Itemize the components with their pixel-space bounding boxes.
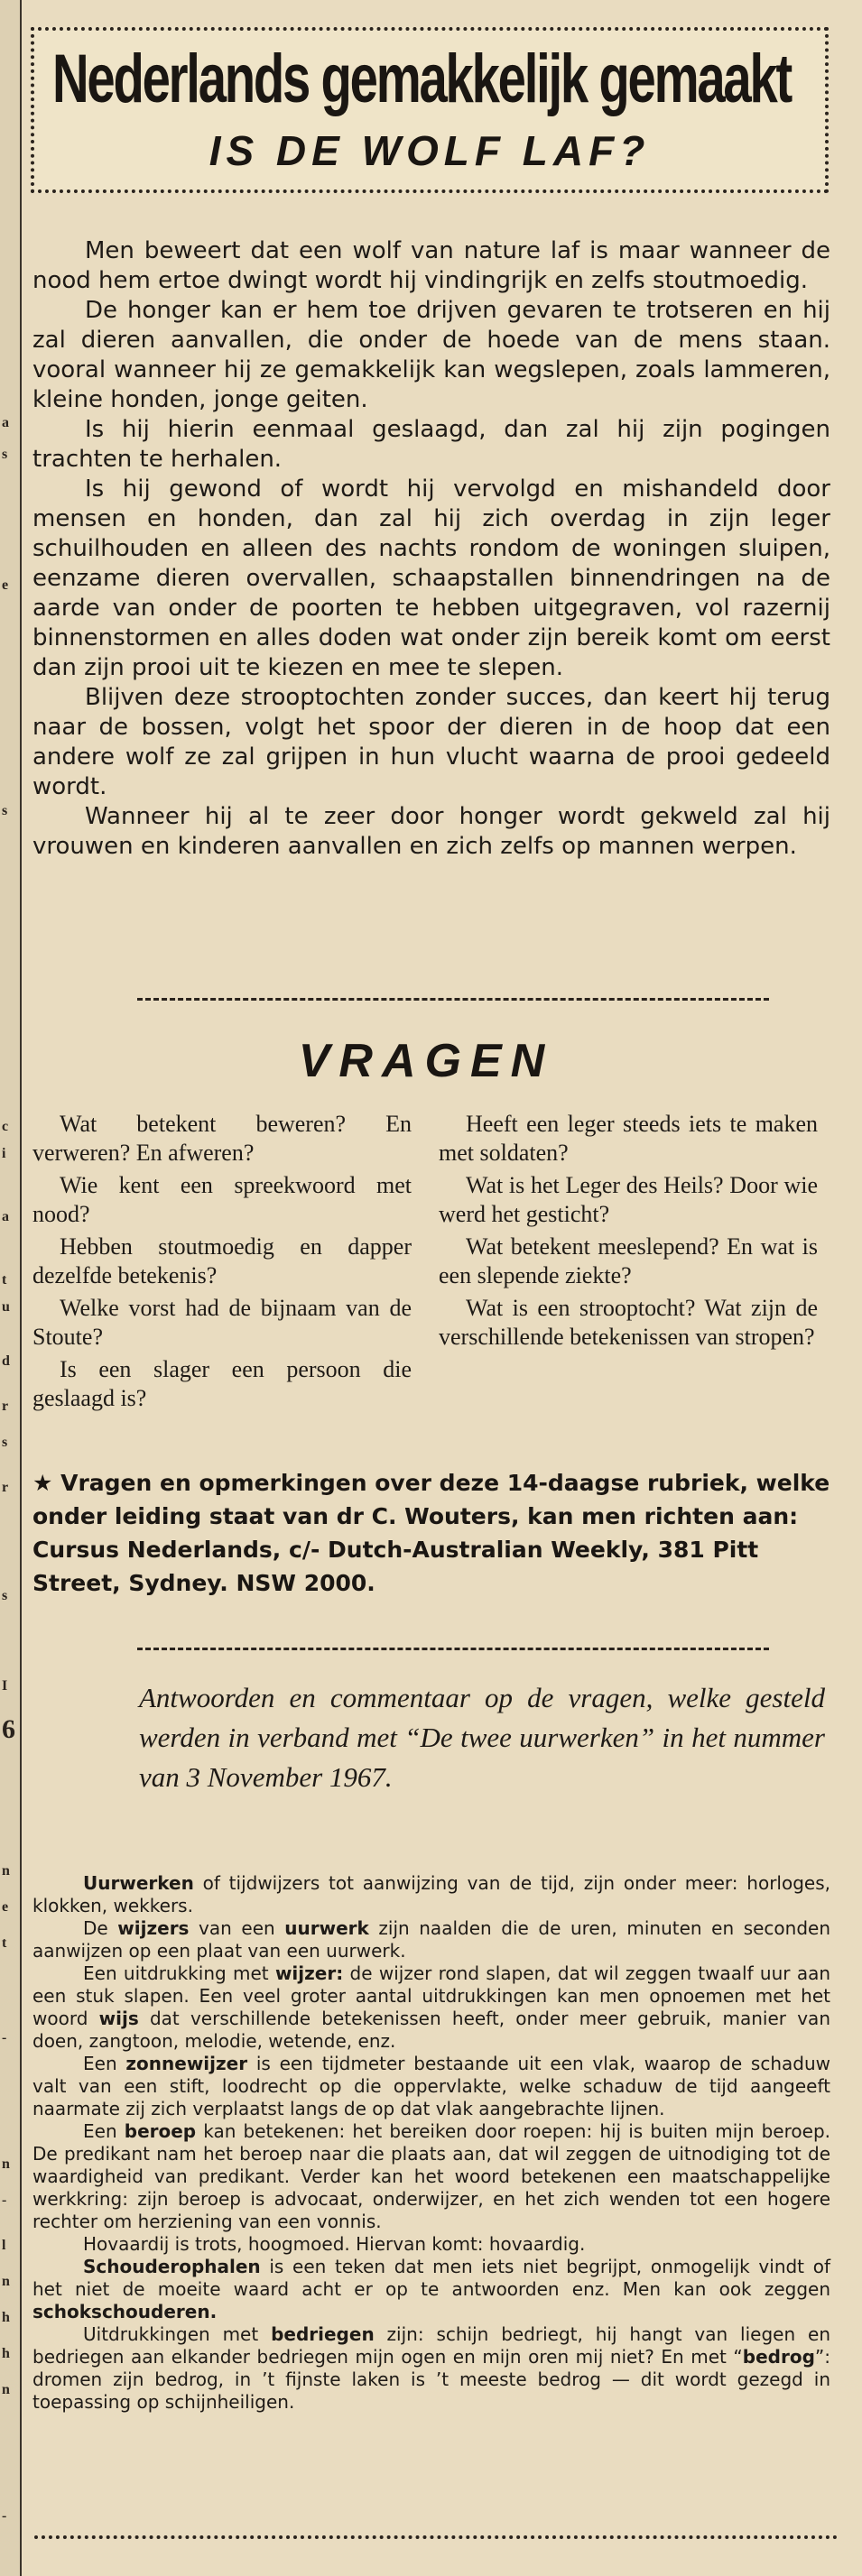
margin-fragment: e	[2, 577, 9, 593]
margin-fragment: n	[2, 2156, 10, 2172]
article-headline: IS DE WOLF LAF?	[209, 127, 651, 174]
answer-paragraph: Schouderophalen is een teken dat men iets niet begrijpt, onmogelijk vindt of het niet de moeite waard acht er op te antwoorden enz. Men kan ook zeggen schokschouderen.	[32, 2256, 830, 2322]
margin-fragment: c	[2, 1119, 9, 1134]
section-divider	[137, 998, 769, 1001]
questions-left-column	[32, 1110, 412, 1417]
answers-body	[32, 1872, 830, 2414]
question-item: Heeft een leger steeds iets te maken met soldaten?	[439, 1111, 818, 1166]
article-paragraph: Men beweert dat een wolf van nature laf is maar wanneer de nood hem ertoe dwingt wordt hij vindingrijk en zelfs stoutmoedig.	[32, 237, 830, 294]
questions-heading: VRAGEN	[298, 1035, 554, 1087]
answer-paragraph: Uitdrukkingen met bedriegen zijn: schijn bedriegt, hij hangt van liegen en bedriegen aan elkander bedriegen mijn ogen en mijn oren mij niet? En met “bedrog”: dromen zijn bedrog, in ’t fijnste laken is ’t meeste bedrog — dit wordt gezegd in toepassing op schijnheiligen.	[32, 2323, 831, 2413]
margin-fragment: -	[2, 2508, 7, 2524]
question-item: Wat is een strooptocht? Wat zijn de verschillende betekenissen van stropen?	[439, 1295, 818, 1350]
answer-paragraph: De wijzers van een uurwerk zijn naalden die de uren, minuten en seconden aanwijzen op een plaat van een uurwerk.	[32, 1917, 831, 1962]
keyword: bedriegen	[271, 2323, 375, 2345]
question-item: Wie kent een spreekwoord met nood?	[32, 1172, 412, 1227]
article-paragraph: Is hij hierin eenmaal geslaagd, dan zal hij zijn pogingen trachten te herhalen.	[32, 416, 830, 473]
margin-fragment: s	[2, 803, 8, 818]
margin-fragment: r	[2, 1480, 9, 1495]
keyword: zonnewijzer	[125, 2053, 248, 2074]
margin-fragment: a	[2, 415, 9, 430]
margin-fragment: s	[2, 447, 8, 462]
question-item: Welke vorst had de bijnaam van de Stoute?	[32, 1295, 412, 1350]
margin-fragment: n	[2, 2382, 10, 2397]
margin-fragment: t	[2, 1935, 7, 1951]
left-margin-strip	[0, 0, 22, 2576]
margin-fragment: n	[2, 1863, 10, 1879]
margin-fragment: n	[2, 2274, 10, 2289]
question-item: Is een slager een persoon die geslaagd is?	[32, 1356, 412, 1411]
answer-paragraph: Een zonnewijzer is een tijdmeter bestaande uit een vlak, waarop de schaduw valt van een stift, loodrecht op die oppervlakte, welke schaduw de tijd aangeeft naarmate zij zich verplaatst langs de op dat vlak aangebrachte lijnen.	[32, 2053, 830, 2119]
keyword: Uurwerken	[83, 1872, 194, 1894]
keyword: beroep	[124, 2120, 197, 2142]
margin-fragment: t	[2, 1272, 7, 1288]
margin-fragment: s	[2, 1588, 8, 1603]
margin-fragment: u	[2, 1299, 10, 1315]
margin-fragment: -	[2, 2193, 7, 2208]
keyword: Schouderophalen	[83, 2256, 261, 2277]
questions-right-column	[439, 1110, 818, 1355]
answers-intro: Antwoorden en commentaar op de vragen, welke gesteld werden in verband met “De twee uurwerken” in het nummer van 3 November 1967.	[139, 1682, 825, 1793]
margin-fragment: a	[2, 1209, 9, 1224]
keyword: wijzer:	[274, 1962, 344, 1984]
margin-fragment: i	[2, 1146, 6, 1161]
masthead-title: Nederlands gemakkelijk gemaakt	[52, 41, 792, 117]
margin-fragment: 6	[2, 1714, 15, 1744]
article-paragraph: Wanneer hij al te zeer door honger wordt gekweld zal hij vrouwen en kinderen aanvallen en zich zelfs op mannen werpen.	[32, 803, 830, 860]
margin-fragment: h	[2, 2346, 10, 2361]
article-body	[32, 236, 830, 862]
keyword: uurwerk	[284, 1917, 369, 1939]
margin-fragment: l	[2, 2238, 6, 2253]
margin-fragment: e	[2, 1899, 9, 1915]
margin-fragment: r	[2, 1399, 9, 1414]
question-item: Wat betekent beweren? En verweren? En afweren?	[32, 1111, 412, 1166]
margin-fragment: -	[2, 2030, 7, 2045]
answer-paragraph: Hovaardij is trots, hoogmoed. Hiervan komt: hovaardig.	[83, 2233, 586, 2255]
contact-notice: ★ Vragen en opmerkingen over deze 14-daagse rubriek, welke onder leiding staat van dr C. Wouters, kan men richten aan: Cursus Nederlands, c/- Dutch-Australian Weekly, 381 Pitt Street, Sydney. NSW 2000.	[32, 1470, 830, 1596]
answer-paragraph: Een beroep kan betekenen: het bereiken door roepen: hij is buiten mijn beroep. De predikant nam het beroep naar die plaats aan, dat wil zeggen de uitnodiging tot de waardigheid van predikant. Verder kan het woord betekenen een maatschappelijke werkkring: zijn beroep is advocaat, onderwijzer, en het zich wenden tot een hogere rechter om herziening van een vonnis.	[32, 2120, 830, 2232]
article-paragraph: Blijven deze strooptochten zonder succes, dan keert hij terug naar de bossen, volgt het spoor der dieren in de hoop dat een andere wolf ze zal grijpen in hun vlucht waarna de prooi gedeeld wordt.	[32, 684, 830, 800]
bottom-border	[34, 2535, 838, 2539]
question-item: Wat betekent meeslepend? En wat is een slepende ziekte?	[439, 1233, 818, 1288]
margin-fragment: d	[2, 1353, 10, 1369]
keyword: schokschouderen.	[32, 2301, 218, 2322]
header-box	[31, 27, 829, 193]
answer-paragraph: Een uitdrukking met wijzer: de wijzer rond slapen, dat wil zeggen twaalf uur aan een stuk slapen. Een veel groter aantal uitdrukkingen kan men opnoemen met het woord wijs dat verschillende betekenissen heeft, onder meer gebruik, manier van doen, zangtoon, melodie, wetende, enz.	[32, 1962, 831, 2052]
margin-fragment: s	[2, 1435, 8, 1450]
keyword: bedrog	[742, 2346, 815, 2368]
article-paragraph: Is hij gewond of wordt hij vervolgd en mishandeld door mensen en honden, dan zal hij zich overdag in zijn leger schuilhouden en alleen des nachts rondom de woningen sluipen, eenzame dieren overvallen, schaapstallen binnendringen na de aarde van onder de poorten te hebben uitgegraven, vol razernij binnenstormen en alles doden wat onder zijn bereik komt om eerst dan zijn prooi uit te kiezen en mee te slepen.	[32, 475, 830, 681]
keyword: wijs	[98, 2008, 139, 2029]
margin-fragment: h	[2, 2310, 10, 2325]
question-item: Wat is het Leger des Heils? Door wie werd het gesticht?	[439, 1172, 818, 1227]
section-divider	[137, 1648, 769, 1650]
keyword: wijzers	[117, 1917, 190, 1939]
answer-paragraph: Uurwerken of tijdwijzers tot aanwijzing van de tijd, zijn onder meer: horloges, klokken, wekkers.	[32, 1872, 830, 1916]
margin-fragment: I	[2, 1678, 8, 1694]
article-paragraph: De honger kan er hem toe drijven gevaren te trotseren en hij zal dieren aanvallen, die onder de hoede van de mens staan. vooral wanneer hij ze gemakkelijk kan wegslepen, zoals lammeren, kleine honden, jonge geiten.	[32, 297, 830, 413]
question-item: Hebben stoutmoedig en dapper dezelfde betekenis?	[32, 1233, 412, 1288]
